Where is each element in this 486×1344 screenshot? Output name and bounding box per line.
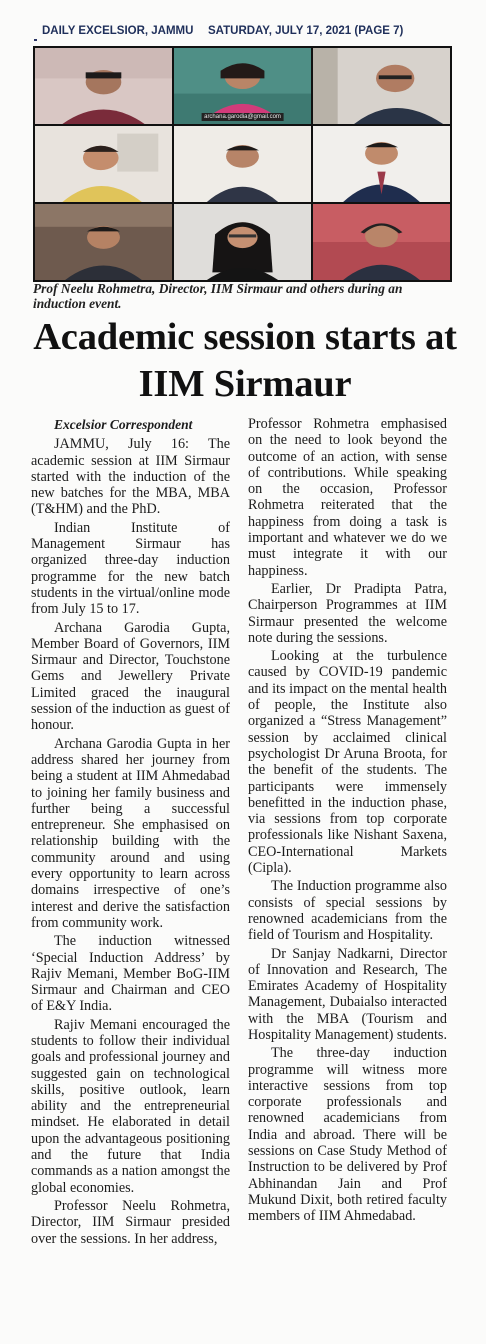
participant-tile (174, 48, 311, 124)
page-header (42, 25, 462, 41)
article-paragraph: Looking at the turbulence caused by COVID-19 pandemic and its impact on the mental health of people, the Institute also organized a “Stress Management” session by acclaimed clinical psychologist Dr Aruna Broota, for the benefit of the students. The participants were immensely benefitted in the induction phase, via sessions from top corporate professionals like Nishant Saxena, CEO-International Markets (Cipla). (248, 648, 447, 877)
participant-tile (35, 126, 172, 202)
article-column-left (31, 416, 230, 1247)
publication-name: DAILY EXCELSIOR, JAMMU (42, 25, 194, 37)
article-column-right (248, 416, 447, 1225)
article-headline: Academic session starts at IIM Sirmaur (33, 316, 457, 405)
email-label: archana.garodia@gmail.com (201, 113, 284, 121)
article-paragraph: Dr Sanjay Nadkarni, Director of Innovation and Research, The Emirates Academy of Hospitality Management, Dubaialso interacted with the MBA (Tourism and Hospitality Management) students. (248, 945, 447, 1043)
article-paragraph: Professor Neelu Rohmetra, Director, IIM Sirmaur presided over the sessions. In her address, (31, 1197, 230, 1247)
participant-tile (174, 204, 311, 280)
article-paragraph: Rajiv Memani encouraged the students to follow their individual goals and professional journey and suggested gain on technological skills, positive outlook, learn ability and the entrepreneurial mindset. He elaborated in detail upon the advantageous positioning and the future that India commands as a nation amongst the global economies. (31, 1016, 230, 1196)
publication-date: SATURDAY, JULY 17, 2021 (PAGE 7) (208, 25, 404, 37)
article-paragraph: Archana Garodia Gupta, Member Board of Governors, IIM Sirmaur and Director, Touchstone Gems and Jewellery Private Limited graced the inaugural session of the induction as guest of honour. (31, 619, 230, 734)
participant-tile (313, 126, 450, 202)
participant-tile (174, 126, 311, 202)
article-paragraph: Indian Institute of Management Sirmaur has organized three-day induction programme for the new batch students in the virtual/online mode from July 15 to 17. (31, 519, 230, 618)
video-call-photo (33, 46, 452, 282)
article-paragraph: The Induction programme also consists of special sessions by renowned academicians from the field of Tourism and Hospitality. (248, 878, 447, 944)
header-mark (34, 39, 37, 41)
photo-caption: Prof Neelu Rohmetra, Director, IIM Sirmaur and others during an induction event. (33, 281, 403, 311)
article-paragraph: JAMMU, July 16: The academic session at IIM Sirmaur started with the induction of the new batches for the MBA, MBA (T&HM) and the PhD. (31, 436, 230, 518)
article-paragraph: The three-day induction programme will witness more interactive sessions from top corporate professionals and renowned academicians from India and abroad. There will be sessions on Case Study Method of Instruction to be delivered by Prof Abhinandan Jain and Prof Mukund Dixit, both retired faculty members of IIM Ahmedabad. (248, 1045, 447, 1225)
article-paragraph: Archana Garodia Gupta in her address shared her journey from being a student at IIM Ahmedabad to joining her family business and further being a successful entrepreneur. She emphasised on relationship building with the community around and using every opportunity to learn across domains irrespective of one’s interest and derive the satisfaction from community work. (31, 735, 230, 931)
participant-tile (35, 204, 172, 280)
article-paragraph: Professor Rohmetra emphasised on the need to look beyond the outcome of an action, with sense of contributions. While speaking on the occasion, Professor Rohmetra reiterated that the happiness from doing a task is important and whatever we do we must integrate it with our happiness. (248, 416, 447, 579)
byline: Excelsior Correspondent (54, 417, 193, 432)
participant-tile (313, 48, 450, 124)
article-paragraph: Earlier, Dr Pradipta Patra, Chairperson Programmes at IIM Sirmaur presented the welcome note during the sessions. (248, 580, 447, 646)
participant-tile (313, 204, 450, 280)
article-paragraph: The induction witnessed ‘Special Induction Address’ by Rajiv Memani, Member BoG-IIM Sirmaur and Chairman and CEO of E&Y India. (31, 933, 230, 1015)
participant-tile (35, 48, 172, 124)
